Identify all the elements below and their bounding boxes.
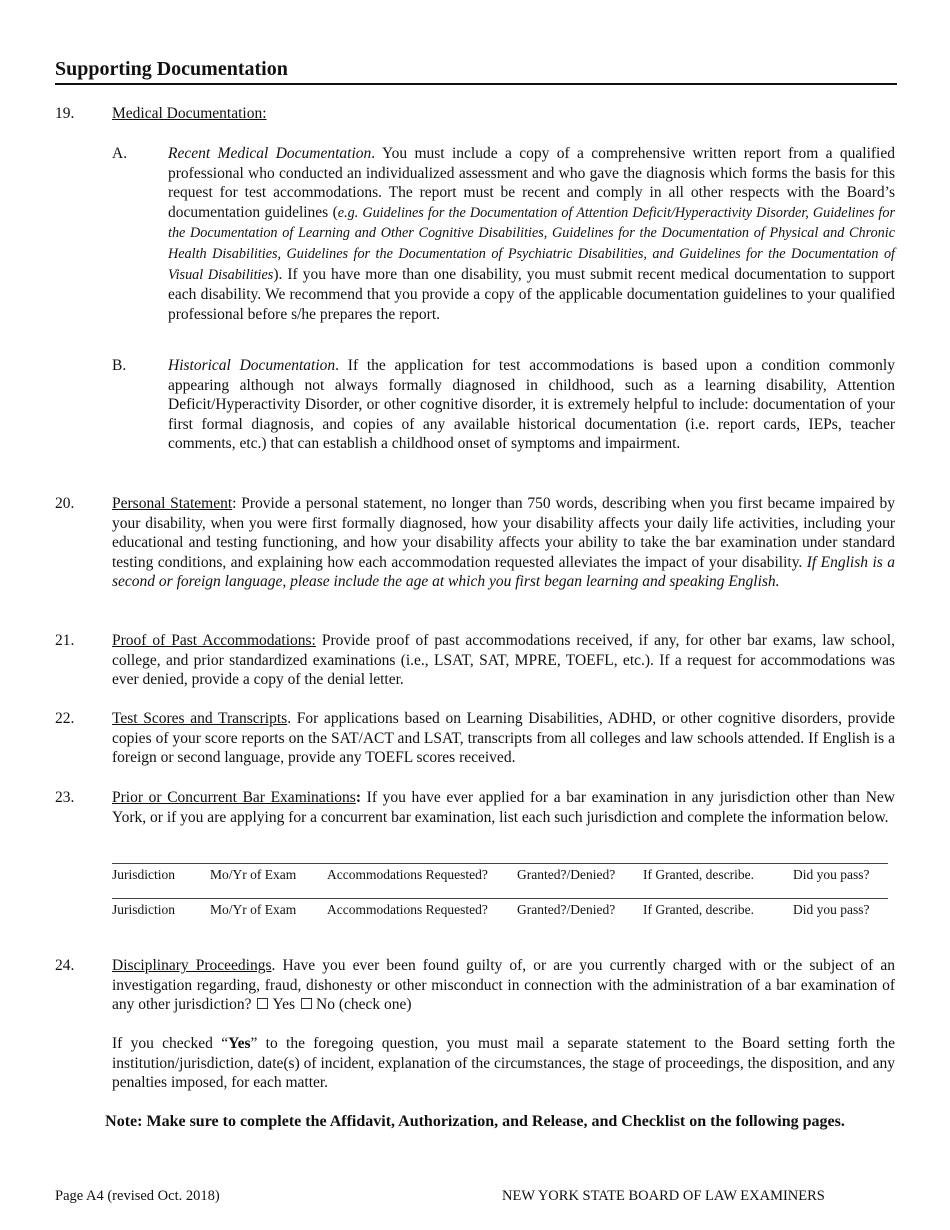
jurisdiction-row (112, 864, 888, 886)
column-header: Did you pass? (793, 902, 870, 917)
column-header: Granted?/Denied? (517, 867, 616, 882)
footer-board: NEW YORK STATE BOARD OF LAW EXAMINERS (502, 1188, 825, 1204)
item-paragraph (112, 631, 895, 690)
sub-letter: B. (112, 357, 127, 374)
item-paragraph (112, 956, 895, 1015)
item-italic-note: If English is a second or foreign language, please include the age at which you first began learning and speaking English. (112, 553, 895, 591)
item-paragraph (112, 788, 895, 827)
item-number: 24. (55, 957, 75, 974)
note: Note: Make sure to complete the Affidavit, Authorization, and Release, and Checklist on the following pages. (105, 1113, 845, 1130)
title-colon: : (355, 789, 362, 806)
section-heading: Supporting Documentation (55, 56, 897, 85)
item-title: Prior or Concurrent Bar Examinations (112, 789, 356, 806)
item-text: . Have you ever been found guilty of, or are you currently charged with or the subject of an investigation regarding, fraud, dishonesty or other misconduct in connection with the administration of a bar examination of any other jurisdiction? (112, 957, 895, 1014)
sub-text-part: . You must include a copy of a comprehensive written report from a qualified professional who conducted an individualized assessment and who gave the diagnosis which forms the basis for this request for test accommodations. The report must be recent and comply in all other respects with the Board’s documentation guidelines ( (168, 145, 895, 221)
guidelines-list: e.g. Guidelines for the Documentation of Attention Deficit/Hyperactivity Disorder, Guidelines for the Documentation of Learning and Other Cognitive Disabilities, Guidelines for the Documentation of Physical and Chronic Health Disabilities, Guidelines for the Documentation of Psychiatric Disabilities, and Guidelines for the Documentation of Visual Disabilities (168, 204, 895, 283)
column-header: Mo/Yr of Exam (210, 867, 297, 882)
item-number: 19. (55, 105, 75, 122)
item-paragraph (112, 709, 895, 768)
item-title: Proof of Past Accommodations: (112, 632, 316, 649)
sub-paragraph (168, 144, 895, 324)
item-text: If you have ever applied for a bar examination in any jurisdiction other than New York, or if you are applying for a concurrent bar examination, list each such jurisdiction and complete the information below. (112, 789, 896, 826)
item-number: 20. (55, 495, 75, 512)
item-paragraph (112, 494, 895, 592)
jurisdiction-row (112, 899, 888, 921)
item-number: 23. (55, 789, 75, 806)
followup-text: If you checked “ (112, 1035, 229, 1052)
item-title: Personal Statement (112, 495, 233, 512)
item-text: . For applications based on Learning Disabilities, ADHD, or other cognitive disorders, provide copies of your score reports on the SAT/ACT and LSAT, transcripts from all colleges and law schools attended. If English is a foreign or second language, provide any TOEFL scores received. (112, 710, 895, 767)
item-text: : Provide a personal statement, no longer than 750 words, describing when you first became impaired by your disability, when you were first formally diagnosed, how your disability affects your daily life activities, including your educational and testing functioning, and how your disability affects your ability to take the bar examination under standard testing conditions, and explaining how each accommodation requested alleviates the impact of your disability. (112, 495, 895, 571)
sub-lead: Recent Medical Documentation (168, 145, 372, 162)
column-header: Jurisdiction (112, 867, 175, 882)
yes-label: Yes (272, 996, 296, 1014)
sub-lead: Historical Documentation (168, 357, 336, 374)
column-header: Accommodations Requested? (327, 902, 488, 917)
followup-text: ” to the foregoing question, you must mail a separate statement to the Board setting forth the institution/jurisdiction, date(s) of incident, explanation of the circumstances, the stage of proceedings, the disposition, and any penalties imposed, for each matter. (112, 1035, 895, 1092)
item-text: Provide proof of past accommodations received, if any, for other bar exams, law school, college, and prior standardized examinations (i.e., LSAT, SAT, MPRE, TOEFL, etc.). If a request for accommodations was ever denied, provide a copy of the denial letter. (112, 632, 895, 689)
column-header: If Granted, describe. (643, 867, 754, 882)
column-header: Accommodations Requested? (327, 867, 488, 882)
sub-text-part: . If the application for test accommodations is based upon a condition commonly appearing although not always formally diagnosed in childhood, such as a learning disability, Attention Deficit/Hyperactivity Disorder, or other cognitive disorder, it is extremely helpful to include: documentation of your first formal diagnosis, and copies of any available historical documentation (i.e. report cards, IEPs, teacher comments, etc.) that can establish a childhood onset of symptoms and impairment. (168, 357, 895, 453)
column-header: Mo/Yr of Exam (210, 902, 297, 917)
footer-page: Page A4 (revised Oct. 2018) (55, 1188, 220, 1204)
check-hint: (check one) (334, 996, 412, 1014)
column-header: Jurisdiction (112, 902, 175, 917)
column-header: Granted?/Denied? (517, 902, 616, 917)
item-title: Medical Documentation: (112, 105, 267, 122)
item-followup (112, 1034, 895, 1093)
followup-bold: Yes (228, 1035, 251, 1052)
sub-letter: A. (112, 145, 128, 162)
item-title: Test Scores and Transcripts (112, 710, 288, 727)
no-checkbox[interactable] (301, 998, 312, 1009)
sub-text-part: ). If you have more than one disability, you must submit recent medical documentation to support each disability. We recommend that you provide a copy of the applicable documentation guidelines to your qualified professional before s/he prepares the report. (168, 265, 895, 323)
no-label: No (316, 996, 335, 1014)
yes-checkbox[interactable] (257, 998, 268, 1009)
column-header: Did you pass? (793, 867, 870, 882)
item-number: 21. (55, 632, 75, 649)
sub-paragraph (168, 356, 895, 454)
item-title: Disciplinary Proceedings (112, 957, 272, 974)
item-number: 22. (55, 710, 75, 727)
column-header: If Granted, describe. (643, 902, 754, 917)
